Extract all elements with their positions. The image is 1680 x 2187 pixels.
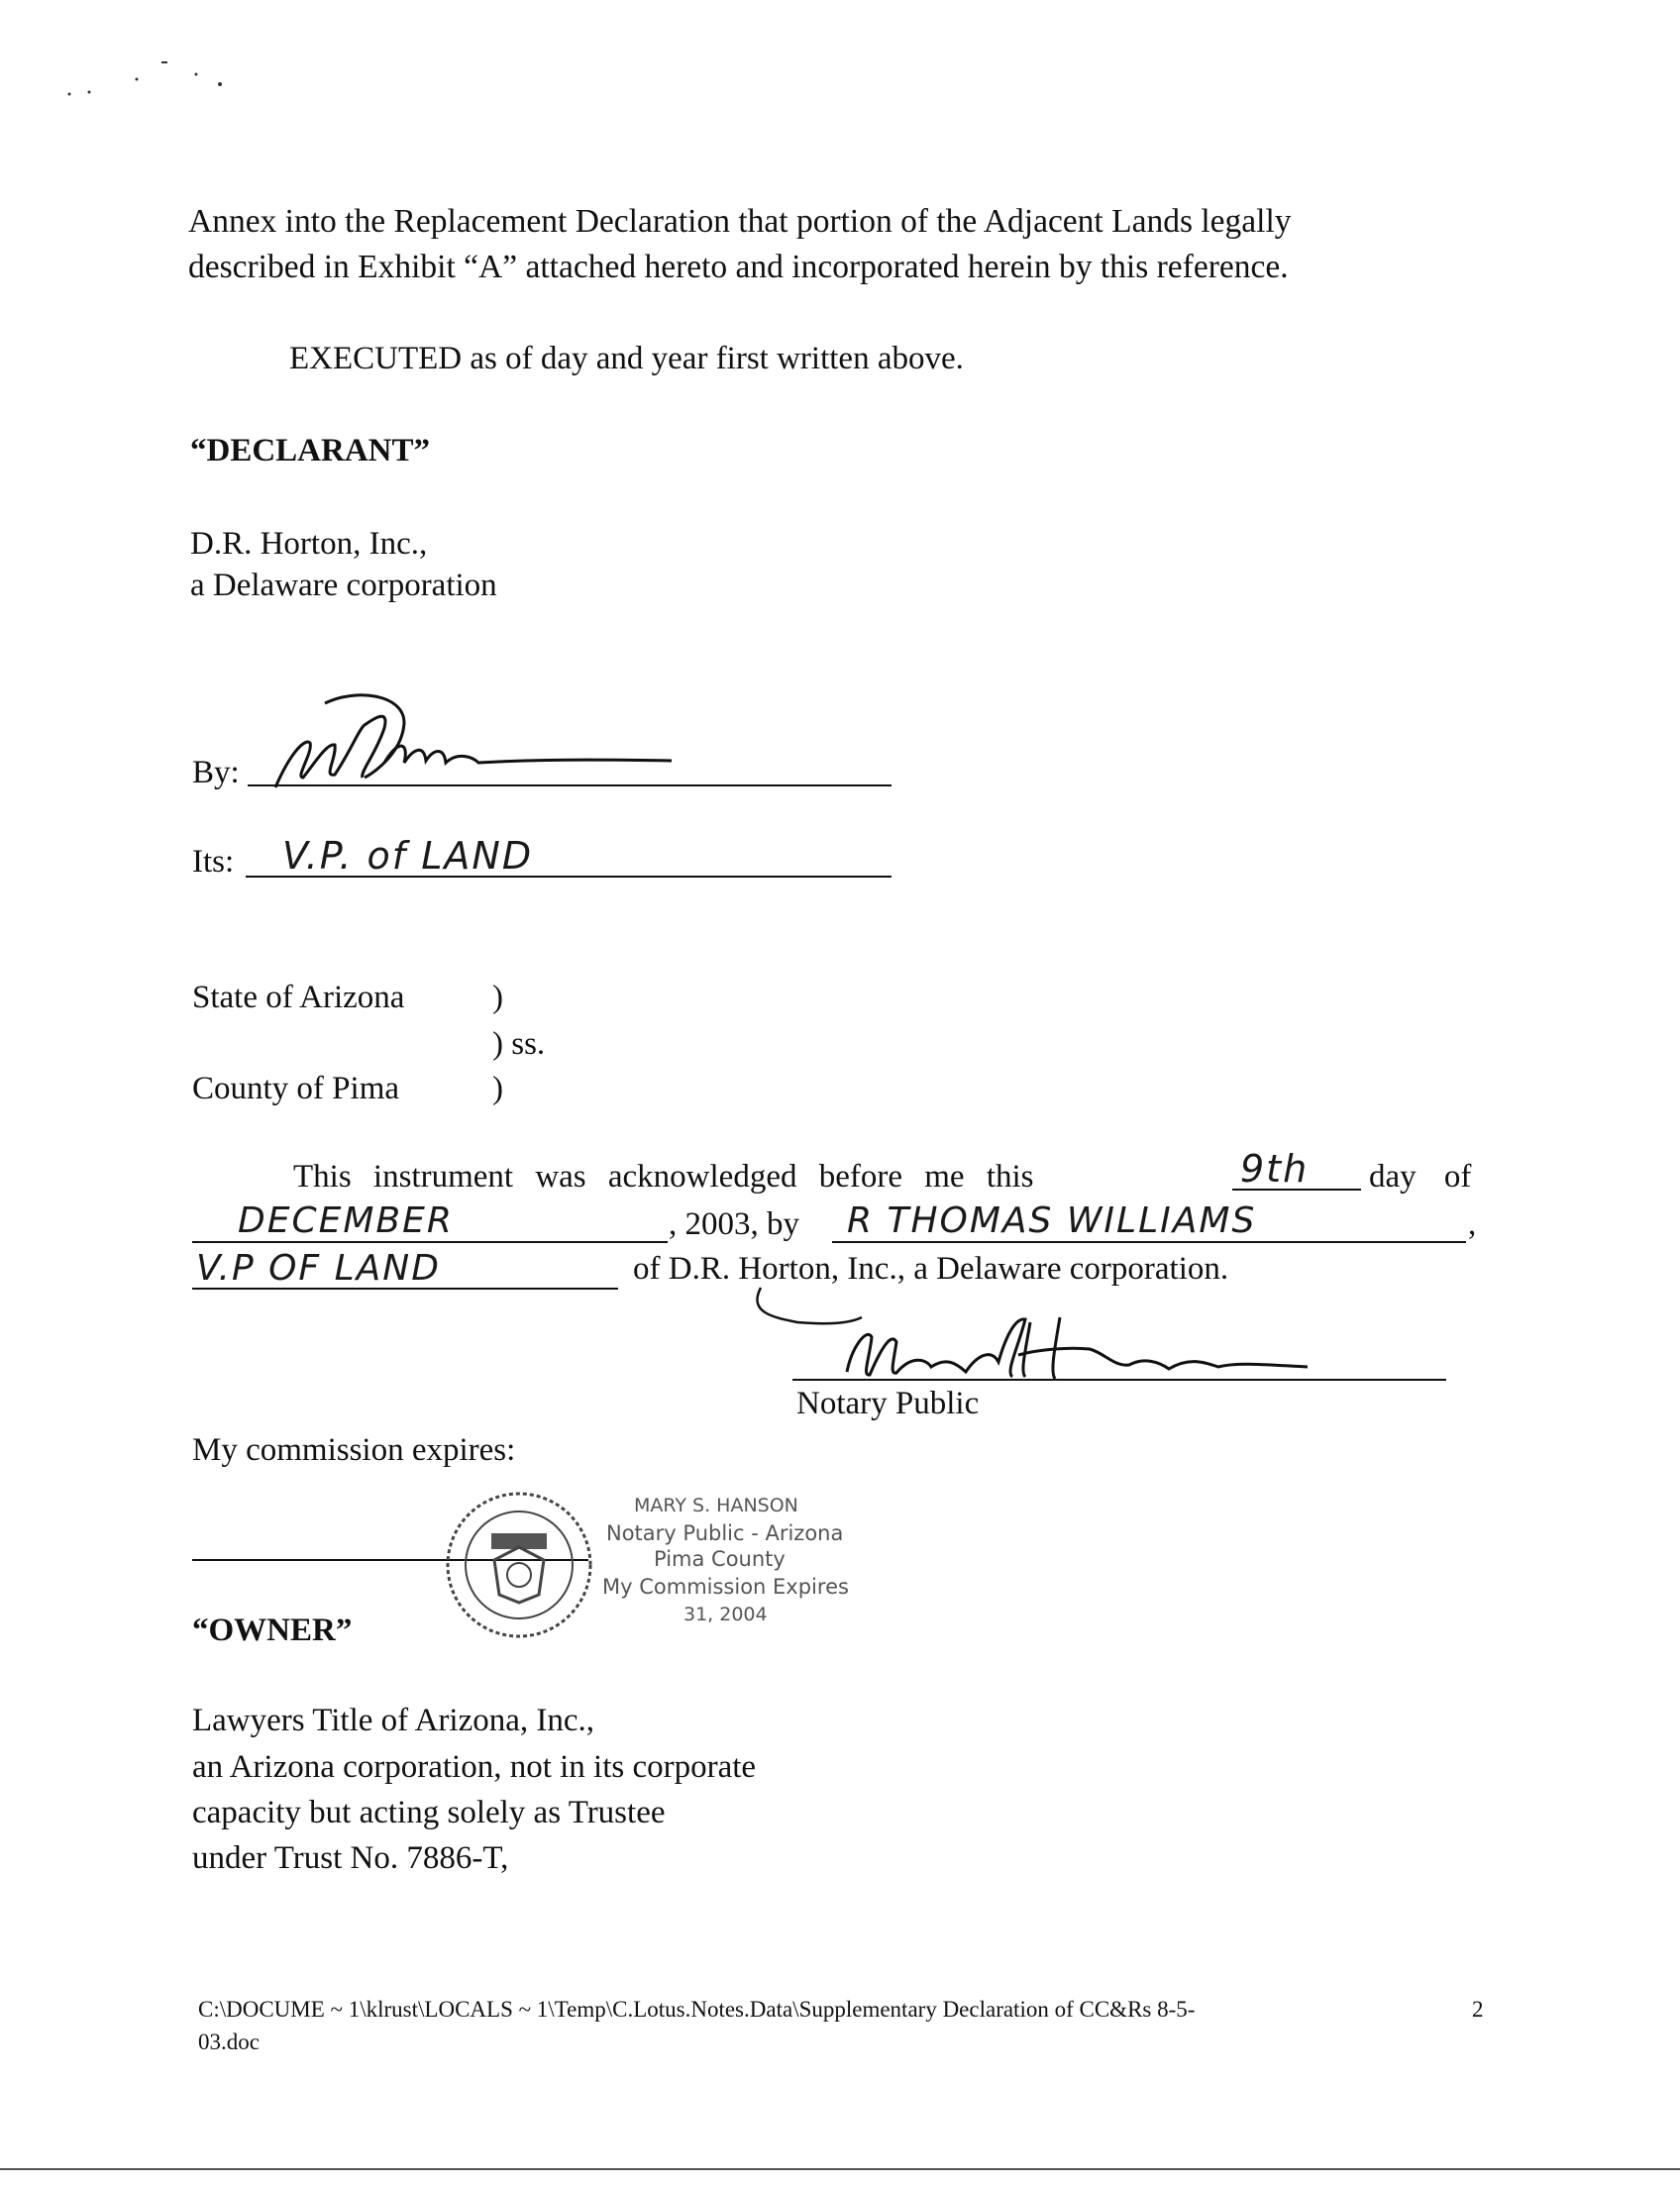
ack-person-handwritten: R THOMAS WILLIAMS	[847, 1200, 1257, 1241]
ack-text-2: day of	[1369, 1159, 1472, 1195]
ack-text-3: , 2003, by	[669, 1206, 799, 1242]
ack-day-handwritten: 9th	[1240, 1147, 1310, 1191]
owner-line-3: capacity but acting solely as Trustee	[192, 1795, 666, 1830]
ack-comma: ,	[1468, 1206, 1477, 1242]
footer-path-line-1: C:\DOCUME ~ 1\klrust\LOCALS ~ 1\Temp\C.Lotus.Notes.Data\Supplementary Declaration of CC&Rs 8-5-	[198, 1997, 1196, 2022]
venue-paren-1: )	[492, 980, 503, 1015]
by-label: By:	[192, 755, 240, 790]
scan-speckles	[50, 54, 238, 104]
owner-heading: “OWNER”	[192, 1613, 353, 1648]
its-label: Its:	[192, 844, 235, 880]
notary-public-label: Notary Public	[796, 1386, 980, 1421]
declarant-signature	[265, 683, 682, 792]
annex-line-2: described in Exhibit “A” attached hereto and incorporated herein by this reference.	[188, 249, 1289, 285]
stamp-title: Notary Public - Arizona	[606, 1521, 844, 1545]
state-seal-icon	[440, 1486, 598, 1644]
commission-label: My commission expires:	[192, 1432, 516, 1468]
declarant-name: D.R. Horton, Inc.,	[190, 526, 428, 562]
ack-month-line	[192, 1241, 668, 1243]
venue-state: State of Arizona	[192, 980, 405, 1015]
ack-person-line	[832, 1241, 1466, 1243]
stamp-date: 31, 2004	[683, 1604, 768, 1625]
stamp-county: Pima County	[654, 1547, 786, 1571]
annex-line-1: Annex into the Replacement Declaration that portion of the Adjacent Lands legally	[188, 203, 1292, 240]
declarant-entity: a Delaware corporation	[190, 568, 497, 603]
ack-text-4: of D.R. Horton, Inc., a Delaware corporation.	[633, 1251, 1229, 1287]
executed-statement: EXECUTED as of day and year first written above.	[289, 341, 964, 376]
stamp-name: MARY S. HANSON	[634, 1495, 798, 1516]
ack-title-handwritten: V.P OF LAND	[196, 1248, 441, 1289]
declarant-heading: “DECLARANT”	[190, 433, 431, 469]
venue-ss: ) ss.	[492, 1026, 546, 1062]
owner-line-1: Lawyers Title of Arizona, Inc.,	[192, 1703, 595, 1738]
owner-line-4: under Trust No. 7886-T,	[192, 1840, 509, 1876]
page-number: 2	[1472, 1997, 1484, 2022]
scan-bottom-edge	[0, 2168, 1680, 2170]
ack-month-handwritten: DECEMBER	[238, 1200, 454, 1241]
stamp-expires: My Commission Expires	[602, 1575, 849, 1599]
footer-path-line-2: 03.doc	[198, 2030, 260, 2054]
venue-county: County of Pima	[192, 1071, 400, 1106]
its-handwritten: V.P. of LAND	[282, 834, 534, 878]
venue-paren-3: )	[492, 1071, 503, 1106]
ack-text-1: This instrument was acknowledged before me this	[293, 1159, 1034, 1195]
owner-line-2: an Arizona corporation, not in its corporate	[192, 1749, 757, 1785]
